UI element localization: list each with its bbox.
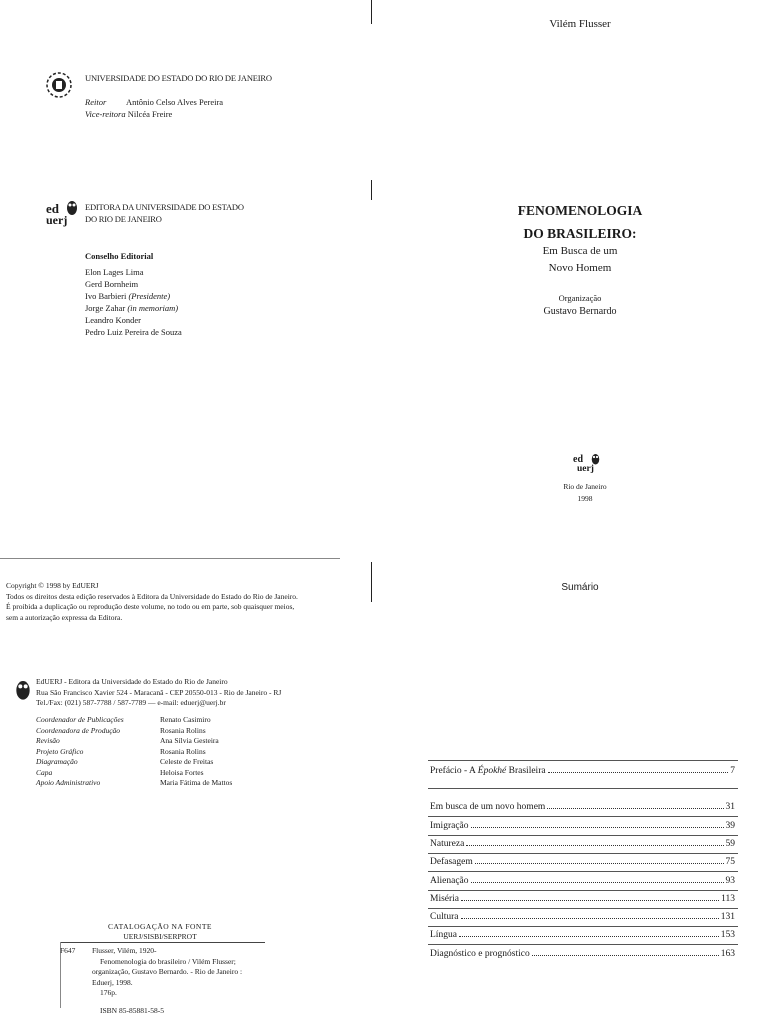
university-name: UNIVERSIDADE DO ESTADO DO RIO DE JANEIRO [85, 73, 272, 83]
author-name: Vilém Flusser [549, 18, 611, 30]
credit-row: Apoio Administrativo Maria Fátima de Mattos [36, 778, 233, 787]
prohibition-line: É proibida a duplicação ou reprodução deste volume, no todo ou em parte, sob quaisquer meios, [6, 602, 295, 611]
publication-place: Rio de Janeiro [563, 482, 607, 491]
toc-rule [428, 890, 738, 891]
university-seal-icon [44, 70, 74, 100]
rights-line: Todos os direitos desta edição reservados à Editora da Universidade do Estado do Rio de Janeiro. [6, 591, 298, 601]
book-subtitle-line2: Novo Homem [548, 262, 612, 274]
sheet-divider [0, 558, 340, 559]
council-member: Jorge Zahar (in memoriam) [85, 303, 179, 313]
owl-icon [15, 676, 31, 702]
council-member: Pedro Luiz Pereira de Souza [85, 327, 182, 337]
toc-entry[interactable]: Miséria 113 [430, 894, 735, 904]
toc-entry[interactable]: Imigração 39 [430, 821, 735, 831]
owl-icon [66, 199, 78, 215]
book-subtitle-line1: Em Busca de um [542, 245, 618, 257]
toc-entry[interactable]: Defasagem 75 [430, 857, 735, 867]
organizer-label: Organização [558, 293, 602, 303]
toc-page-number: 7 [730, 766, 735, 776]
reitor-name: Antônio Celso Alves Pereira [126, 97, 224, 107]
vice-reitora-line [85, 108, 172, 120]
toc-entry[interactable]: Alienação 93 [430, 876, 735, 886]
credit-row: Coordenadora de Produção Rosania Rolins [36, 725, 206, 735]
authorization-line: sem a autorização expressa da Editora. [6, 612, 123, 622]
council-list [85, 266, 182, 338]
toc-rule [428, 816, 738, 817]
toc-entry[interactable]: Diagnóstico e prognóstico 163 [430, 949, 735, 959]
toc-rule [428, 926, 738, 927]
vice-reitora-name: Nilcéa Freire [127, 109, 173, 119]
catalog-top-rule [60, 942, 265, 943]
address-contact: Tel./Fax: (021) 587-7788 / 587-7789 — e-mail: eduerj@uerj.br [36, 698, 226, 707]
vice-reitora-label: Vice-reitora [85, 109, 126, 119]
publication-year: 1998 [577, 494, 593, 503]
council-heading: Conselho Editorial [85, 251, 154, 261]
reitor-label: Reitor [85, 97, 107, 107]
catalog-entry: Flusser, Vilém, 1920- Fenomenologia do brasileiro / Vilém Flusser; organização, Gustavo Bernardo. - Rio de Janeiro : Eduerj, 1998. 176p. [92, 946, 243, 997]
toc-entry[interactable]: Natureza 59 [430, 839, 735, 849]
credit-row: Diagramação Celeste de Freitas [36, 757, 214, 766]
toc-rule [428, 908, 738, 909]
toc-heading: Sumário [561, 582, 599, 593]
council-member: Ivo Barbieri (Presidente) [85, 291, 171, 301]
council-member: Elon Lages Lima [85, 267, 144, 277]
copyright-line: Copyright © 1998 by EdUERJ [6, 581, 99, 590]
address-street: Rua São Francisco Xavier 524 - Maracanã - CEP 20550-013 - Rio de Janeiro - RJ [36, 687, 282, 697]
logo-uerj-text: uerj [46, 213, 68, 227]
credit-row: Coordenador de Publicações Renato Casimiro [36, 715, 211, 724]
toc-rule [428, 788, 738, 789]
council-member: Leandro Konder [85, 315, 141, 325]
toc-rule [428, 944, 738, 945]
catalog-subheading: UERJ/SISBI/SERPROT [123, 932, 197, 941]
toc-rule [428, 871, 738, 872]
center-spine-mid [371, 180, 372, 200]
reitor-line [85, 96, 223, 108]
credits-table [36, 715, 336, 789]
organizer-name: Gustavo Bernardo [543, 306, 617, 317]
center-spine-top [371, 0, 372, 24]
catalog-code: F647 [60, 946, 76, 955]
publisher-name-line1: EDITORA DA UNIVERSIDADE DO ESTADO [85, 202, 244, 212]
credit-row: Projeto Gráfico Rosania Rolins [36, 746, 206, 756]
toc-entry[interactable]: Cultura 131 [430, 912, 735, 922]
eduerj-logo [46, 203, 82, 226]
credit-row: Revisão Ana Sílvia Gesteira [36, 736, 219, 745]
isbn: ISBN 85-85881-58-5 [100, 1006, 164, 1015]
toc-rule [428, 853, 738, 854]
publisher-name-line2: DO RIO DE JANEIRO [85, 214, 162, 224]
catalog-heading: CATALOGAÇÃO NA FONTE [108, 922, 212, 931]
toc-entry[interactable]: Em busca de um novo homem 31 [430, 802, 735, 812]
copyright-block [6, 581, 336, 623]
toc-rule [428, 760, 738, 761]
toc-rule [428, 835, 738, 836]
book-title-line2: DO BRASILEIRO: [523, 226, 637, 241]
council-member: Gerd Bornheim [85, 279, 139, 289]
address-block [36, 677, 336, 709]
eduerj-logo-title [573, 455, 605, 474]
address-publisher: EdUERJ - Editora da Universidade do Estado do Rio de Janeiro [36, 677, 228, 686]
toc-entry[interactable]: Língua 153 [430, 930, 735, 940]
owl-icon [591, 452, 600, 465]
logo-ed-text: ed [46, 201, 59, 216]
toc-entry-preface[interactable]: Prefácio - A Épokhé Brasileira 7 [430, 766, 735, 776]
logo-ed-text: ed [573, 454, 583, 465]
logo-uerj-text: uerj [577, 464, 594, 474]
credit-row: Capa Heloisa Fortes [36, 767, 204, 777]
center-spine-bottom [371, 562, 372, 602]
book-title-line1: FENOMENOLOGIA [517, 203, 643, 218]
